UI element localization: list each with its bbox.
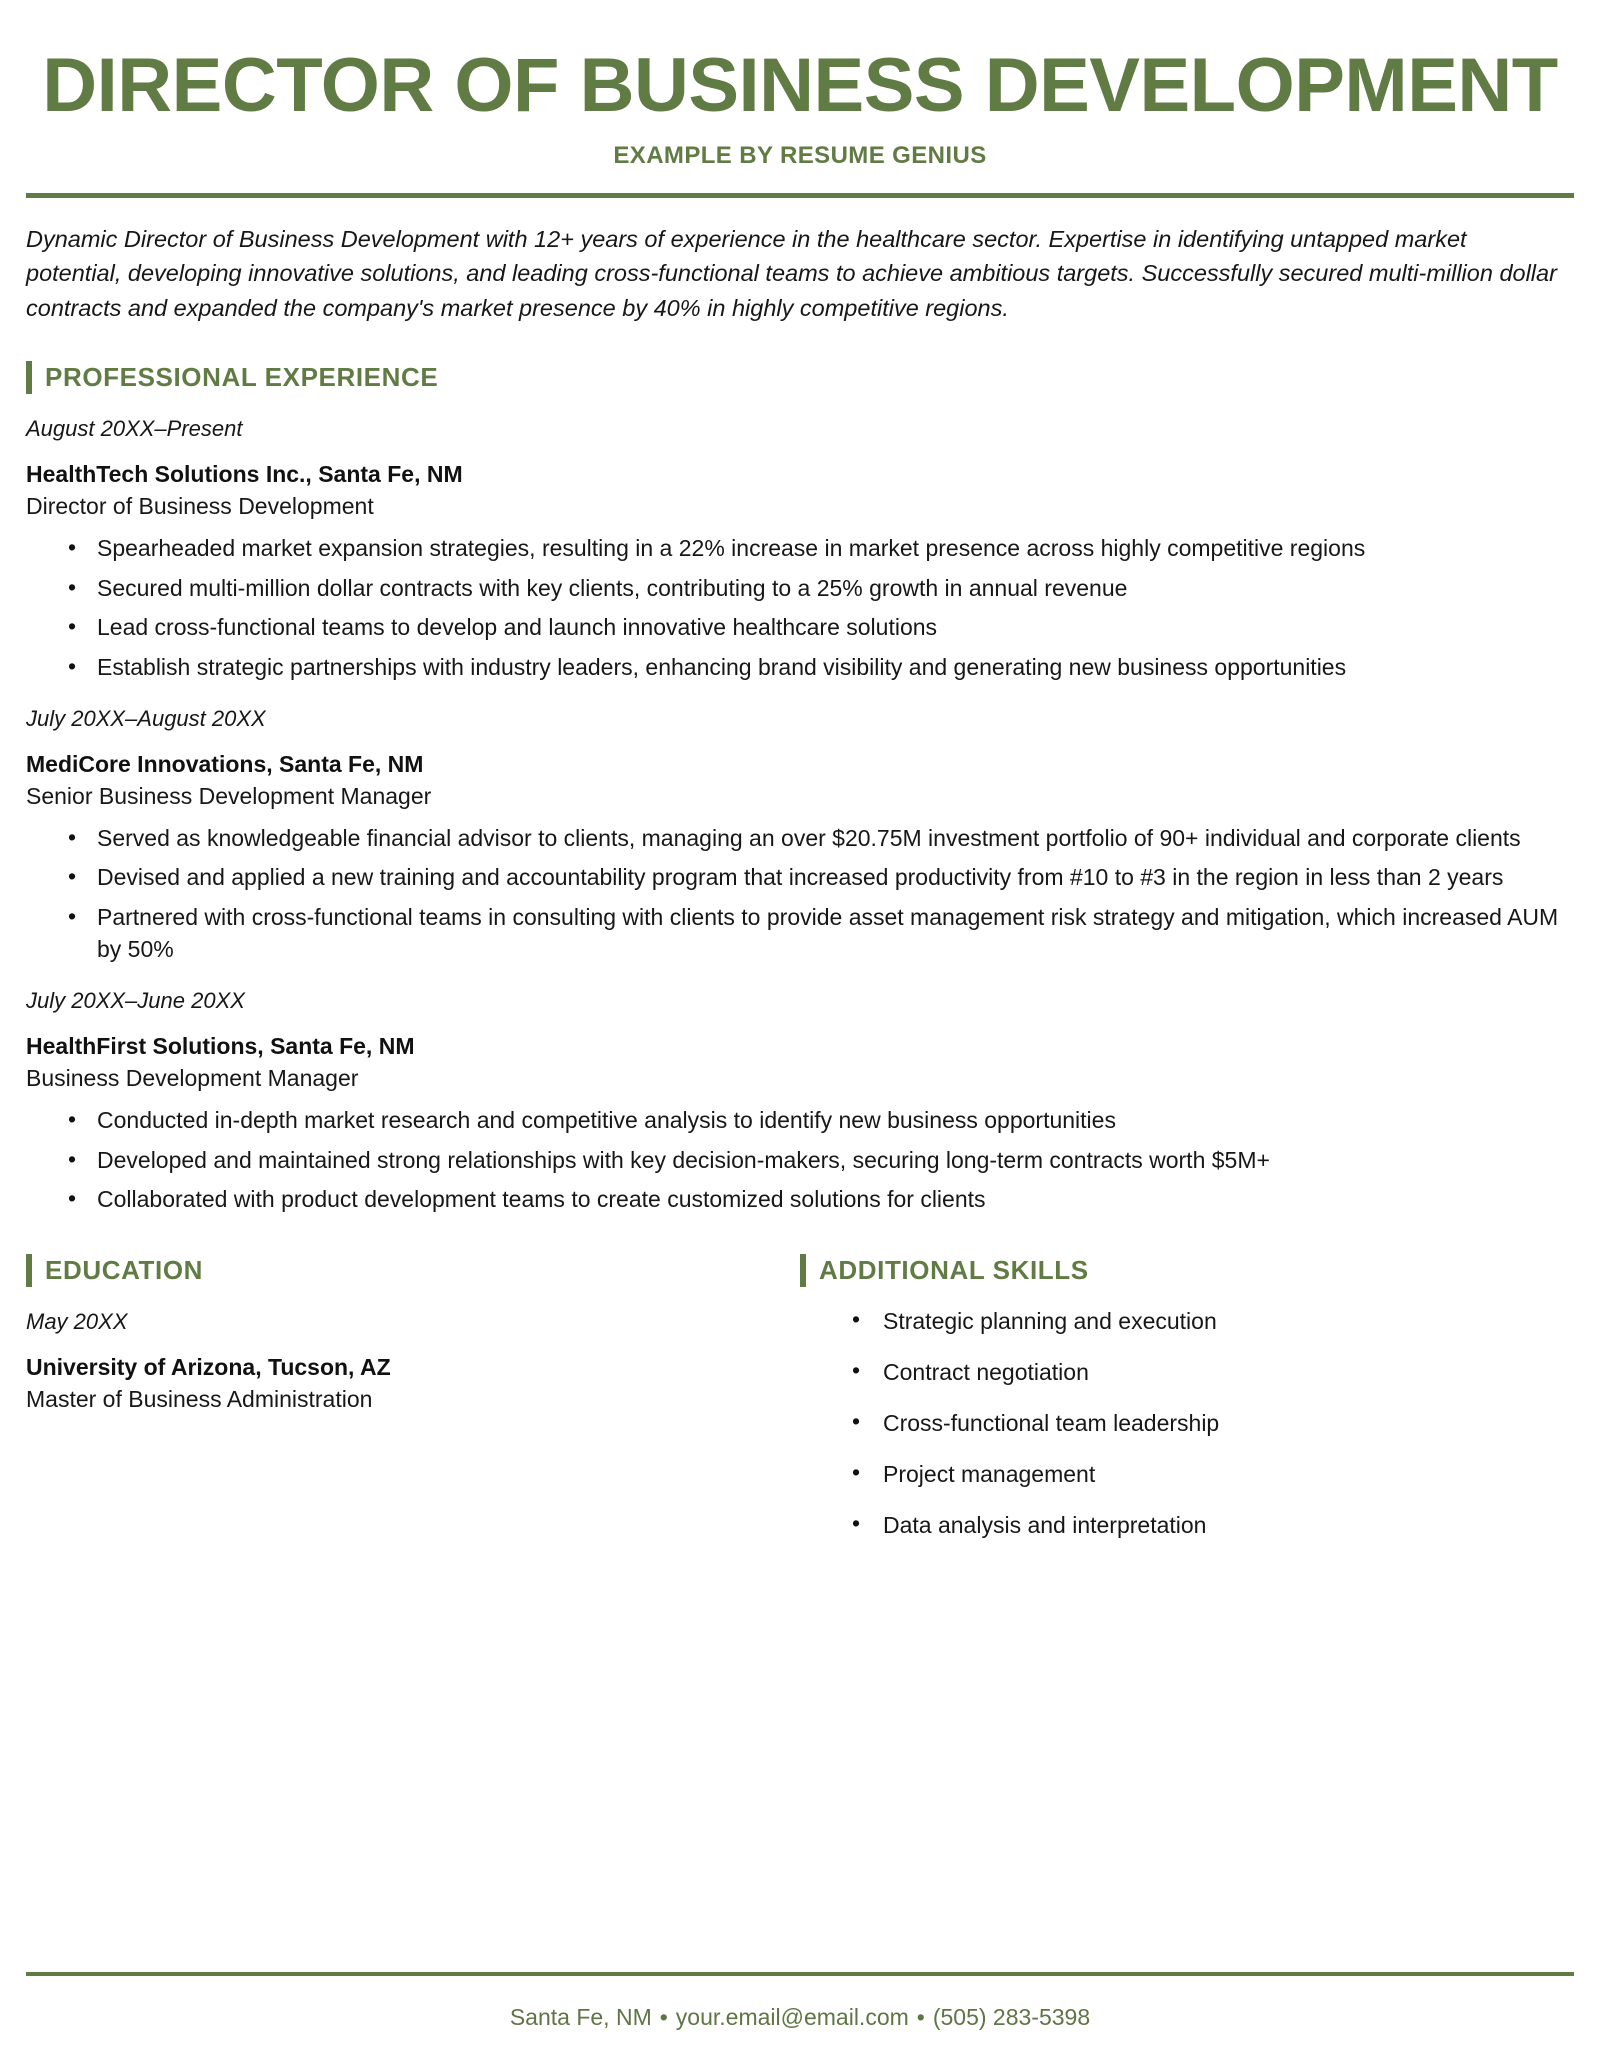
job-bullet: • Developed and maintained strong relationships with key decision-makers, securing long-term contracts worth $5M+ bbox=[26, 1144, 1574, 1177]
job-bullet: • Collaborated with product development teams to create customized solutions for clients bbox=[26, 1183, 1574, 1216]
contact-line bbox=[26, 2004, 1574, 2031]
professional-summary: Dynamic Director of Business Development with 12+ years of experience in the healthcare sector. Expertise in identifying untapped market potential, developing innovative solutions, and leading cross-functional teams to achieve ambitious targets. Successfully secured multi-million dollar contracts and expanded the company's market presence by 40% in highly competitive regions. bbox=[26, 226, 1557, 321]
section-heading-experience bbox=[26, 361, 1574, 394]
job-company: HealthTech Solutions Inc., Santa Fe, NM bbox=[26, 460, 463, 487]
job-entry bbox=[26, 988, 1574, 1216]
section-label-skills: ADDITIONAL SKILLS bbox=[819, 1255, 1089, 1286]
contact-location: Santa Fe, NM bbox=[509, 2004, 652, 2030]
section-heading-skills bbox=[800, 1254, 1574, 1287]
section-label-education: EDUCATION bbox=[45, 1255, 204, 1286]
resume-footer bbox=[26, 1972, 1574, 2031]
job-bullet: • Served as knowledgeable financial advisor to clients, managing an over $20.75M investment portfolio of 90+ individual and corporate clients bbox=[26, 822, 1574, 855]
job-bullet: • Conducted in-depth market research and competitive analysis to identify new business opportunities bbox=[26, 1104, 1574, 1137]
footer-divider bbox=[26, 1972, 1574, 1976]
job-entry bbox=[26, 416, 1574, 684]
section-heading-education bbox=[26, 1254, 780, 1287]
education-date: May 20XX bbox=[26, 1309, 128, 1335]
job-bullet-list bbox=[26, 532, 1574, 684]
contact-separator: • bbox=[659, 2004, 668, 2030]
job-role: Senior Business Development Manager bbox=[26, 782, 432, 809]
contact-email[interactable]: your.email@email.com bbox=[675, 2004, 909, 2030]
section-accent-bar bbox=[800, 1254, 806, 1287]
skill-item: • Project management bbox=[800, 1460, 1574, 1490]
education-column bbox=[26, 1254, 800, 1561]
job-company: HealthFirst Solutions, Santa Fe, NM bbox=[26, 1033, 415, 1060]
job-dates: July 20XX–June 20XX bbox=[26, 988, 245, 1014]
job-bullet: • Establish strategic partnerships with industry leaders, enhancing brand visibility and generating new business opportunities bbox=[26, 651, 1574, 684]
contact-separator: • bbox=[916, 2004, 925, 2030]
skills-list bbox=[800, 1307, 1574, 1540]
job-dates: July 20XX–August 20XX bbox=[26, 705, 266, 731]
job-entry bbox=[26, 706, 1574, 967]
resume-header bbox=[26, 0, 1574, 170]
skills-column bbox=[800, 1254, 1574, 1561]
education-entry bbox=[26, 1309, 780, 1413]
job-role: Director of Business Development bbox=[26, 492, 374, 519]
page-title: DIRECTOR OF BUSINESS DEVELOPMENT bbox=[42, 43, 1558, 128]
skill-item: • Contract negotiation bbox=[800, 1358, 1574, 1388]
section-accent-bar bbox=[26, 1254, 32, 1287]
job-bullet: • Devised and applied a new training and accountability program that increased productivity from #10 to #3 in the region in less than 2 years bbox=[26, 861, 1574, 894]
skill-item: • Cross-functional team leadership bbox=[800, 1409, 1574, 1439]
job-bullet-list bbox=[26, 1104, 1574, 1216]
job-bullet: • Secured multi-million dollar contracts with key clients, contributing to a 25% growth in annual revenue bbox=[26, 572, 1574, 605]
job-bullet: • Lead cross-functional teams to develop and launch innovative healthcare solutions bbox=[26, 611, 1574, 644]
header-divider bbox=[26, 193, 1574, 198]
skill-item: • Strategic planning and execution bbox=[800, 1307, 1574, 1337]
job-bullet: • Partnered with cross-functional teams in consulting with clients to provide asset management risk strategy and mitigation, which increased AUM by 50% bbox=[26, 901, 1574, 966]
education-school: University of Arizona, Tucson, AZ bbox=[26, 1354, 391, 1381]
section-accent-bar bbox=[26, 361, 32, 394]
job-company: MediCore Innovations, Santa Fe, NM bbox=[26, 750, 424, 777]
contact-phone[interactable]: (505) 283-5398 bbox=[932, 2004, 1091, 2030]
education-degree: Master of Business Administration bbox=[26, 1386, 373, 1413]
skill-item: • Data analysis and interpretation bbox=[800, 1511, 1574, 1541]
lower-two-column bbox=[26, 1254, 1574, 1561]
job-dates: August 20XX–Present bbox=[26, 415, 243, 441]
job-role: Business Development Manager bbox=[26, 1065, 359, 1092]
page-subtitle: EXAMPLE BY RESUME GENIUS bbox=[613, 142, 987, 169]
section-label-experience: PROFESSIONAL EXPERIENCE bbox=[45, 361, 439, 392]
job-bullet: • Spearheaded market expansion strategies, resulting in a 22% increase in market presence across highly competitive regions bbox=[26, 532, 1574, 565]
job-bullet-list bbox=[26, 822, 1574, 967]
